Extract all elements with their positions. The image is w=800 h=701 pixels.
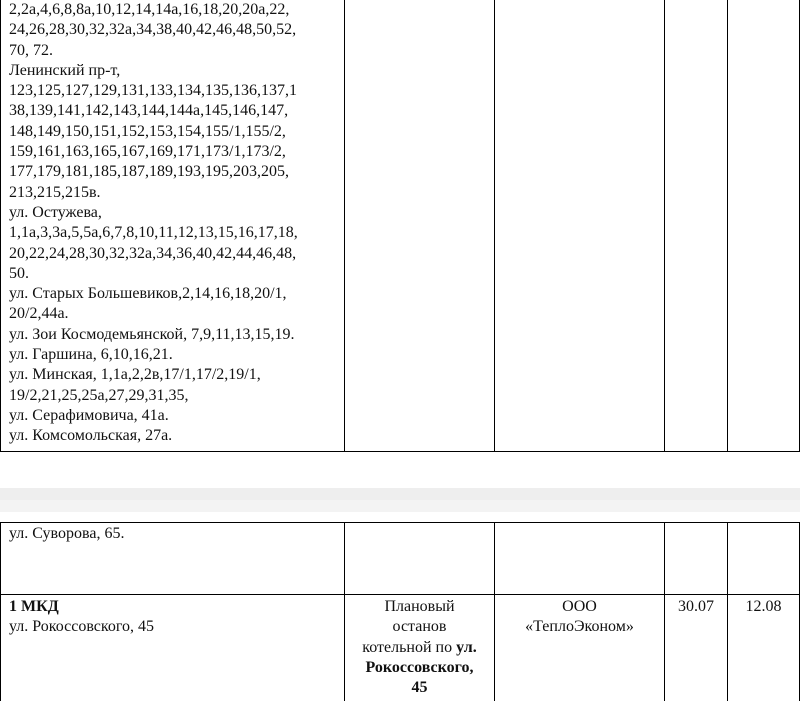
address-line: 24,26,28,30,32,32а,34,38,40,42,46,48,50,52, (9, 21, 297, 39)
address-line: Ленинский пр-т, (9, 61, 121, 79)
row2-organization (495, 597, 664, 638)
reason-line: 45 (411, 679, 428, 697)
address-line: 50. (9, 264, 29, 282)
address-line: ул. Минская, 1,1а,2,2в,17/1,17/2,19/1, (9, 366, 261, 384)
page-break (0, 480, 800, 500)
table-column-divider (664, 0, 665, 452)
document-page-bottom (0, 500, 800, 701)
table-row-bottom-border (0, 451, 800, 452)
org-line: ООО (562, 598, 597, 615)
address-line: ул. Комсомольская, 27а. (9, 427, 173, 445)
reason-line: котельной по ул. (362, 638, 477, 656)
address-line: ул. Зои Космодемьянской, 7,9,11,13,15,19. (9, 325, 295, 343)
address-line: 20/2,44а. (9, 305, 69, 323)
address-line: 70, 72. (9, 41, 53, 59)
reason-line: останов (392, 618, 447, 636)
address-line: 1,1а,3,3а,5,5а,6,7,8,10,11,12,13,15,16,17,18, (9, 224, 298, 242)
address-line: 38,139,141,142,143,144,144а,145,146,147, (9, 102, 289, 120)
reason-line: Плановый (384, 598, 455, 615)
address-line: 2,2а,4,6,8,8а,10,12,14,14а,16,18,20,20а,22, (9, 1, 290, 18)
row1-address: ул. Суворова, 65. (9, 525, 125, 542)
address-line: ул. Остужева, (9, 203, 102, 221)
row2-building-count: 1 МКД (9, 598, 59, 615)
row2-reason (345, 597, 494, 698)
table-row-top-border (0, 522, 800, 523)
table-column-divider (344, 0, 345, 452)
address-line: 159,161,163,165,167,169,171,173/1,173/2, (9, 143, 286, 161)
row2-date-end: 12.08 (745, 598, 782, 615)
address-line: 20,22,24,28,30,32,32а,34,36,40,42,44,46,48, (9, 244, 297, 262)
address-line: ул. Гаршина, 6,10,16,21. (9, 346, 173, 364)
reason-line: Рокоссовского, (365, 658, 474, 676)
table-border-left (0, 522, 1, 701)
address-line: 19/2,21,25,25а,27,29,31,35, (9, 386, 189, 404)
row2-address: ул. Рокоссовского, 45 (9, 618, 155, 635)
table-border-left (0, 0, 1, 452)
table-column-divider (494, 0, 495, 452)
address-line: 213,215,215в. (9, 183, 101, 201)
address-line: 123,125,127,129,131,133,134,135,136,137,1 (9, 82, 297, 100)
address-list (9, 0, 341, 447)
address-line: 177,179,181,185,187,189,193,195,203,205, (9, 163, 289, 181)
address-line: ул. Старых Большевиков,2,14,16,18,20/1, (9, 285, 287, 303)
address-line: ул. Серафимовича, 41а. (9, 406, 169, 424)
table-row-divider (0, 594, 800, 595)
row2-date-start: 30.07 (678, 598, 714, 615)
address-line: 148,149,150,151,152,153,154,155/1,155/2, (9, 122, 286, 140)
table-column-divider (727, 0, 728, 452)
org-line: «ТеплоЭконом» (525, 618, 634, 636)
